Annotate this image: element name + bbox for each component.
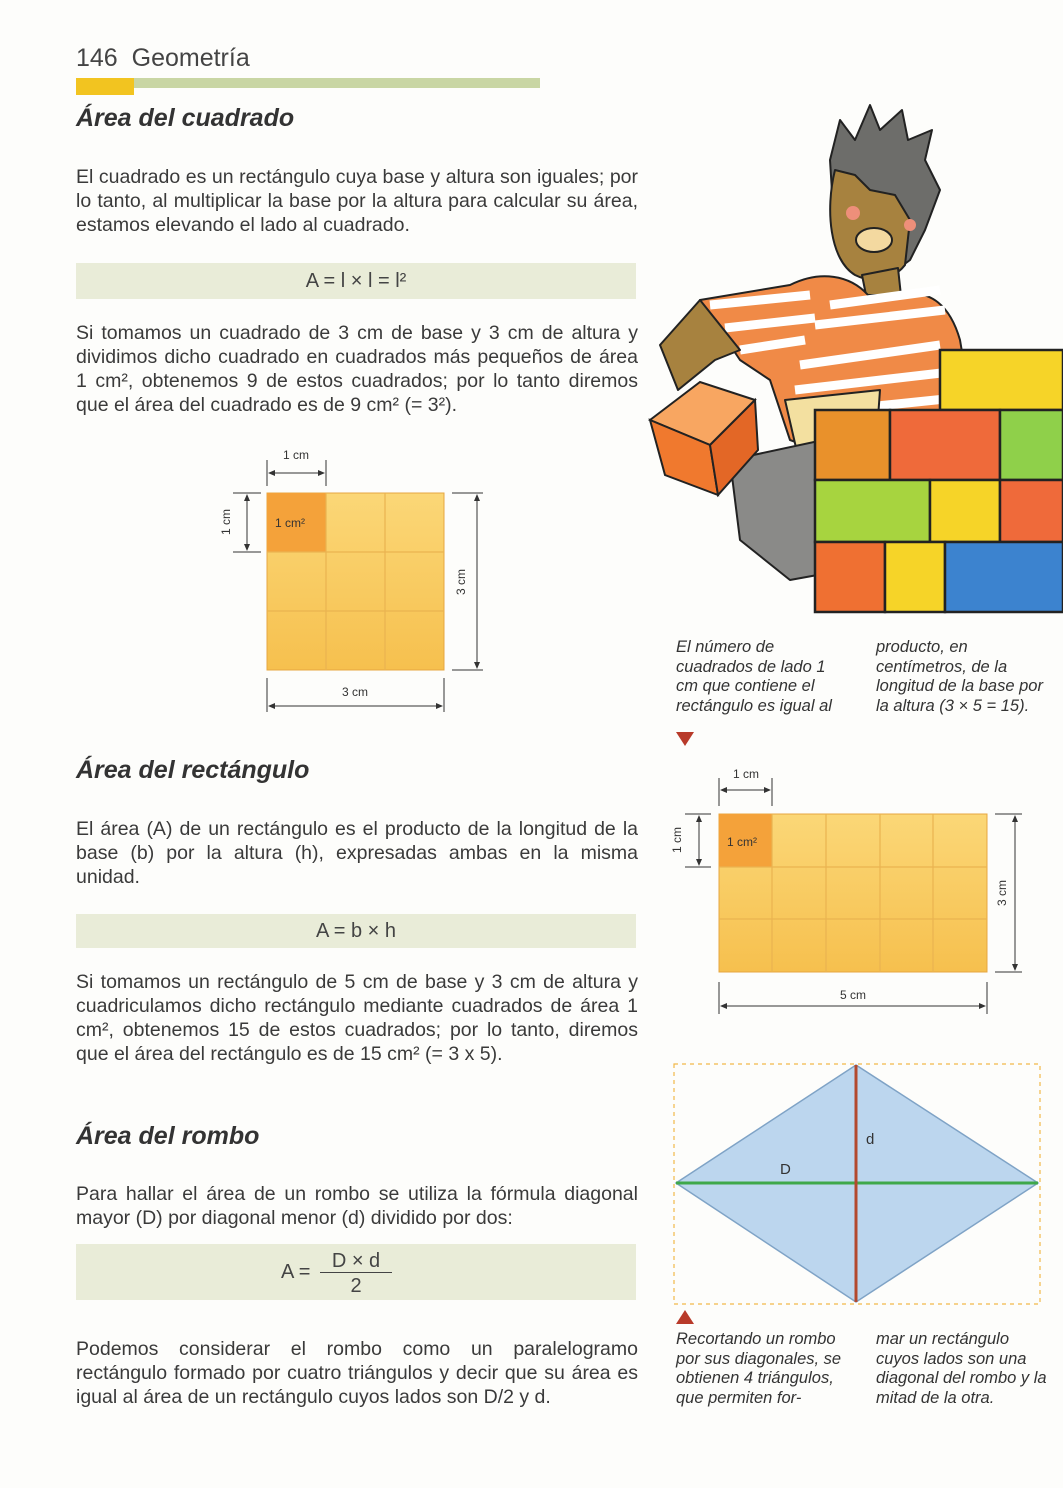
- square-formula: [76, 263, 636, 299]
- rectangle-formula: [76, 914, 636, 948]
- rect-unit-left-dimension: [685, 814, 711, 867]
- major-diagonal-label: D: [780, 1161, 791, 1178]
- unit-cell-label: 1 cm²: [275, 516, 305, 530]
- rectangle-example: Si tomamos un rectángulo de 5 cm de base y 3 cm de altura y cuadriculamos dicho rectángulo mediante cuadrados de área 1 cm², obtenemos 15 de estos cuadrados; por lo tanto, diremos que el área del rectángulo es de 15 cm² (= 3 x 5).: [76, 971, 638, 1065]
- rhombus-heading: Área del rombo: [76, 1122, 260, 1150]
- rectangle-diagram: [665, 760, 1045, 1020]
- rect-side-label: 3 cm: [995, 879, 1009, 907]
- rect-unit-top-label: 1 cm: [732, 767, 760, 781]
- unit-top-dimension: [267, 460, 326, 486]
- square-intro: El cuadrado es un rectángulo cuya base y altura son iguales; por lo tanto, al multiplicar la base por la altura para calcular su área, estamos elevando el lado al cuadrado.: [76, 166, 638, 236]
- page-header: [76, 44, 250, 73]
- header-rule: [134, 78, 540, 88]
- unit-left-dimension: [233, 493, 261, 552]
- rect-unit-left-label: 1 cm: [670, 826, 684, 854]
- rectangle-caption-right: producto, en centímetros, de la longitud de la base por la altura (3 × 5 = 15).: [876, 638, 1043, 715]
- square-diagram: [215, 440, 505, 730]
- rhombus-diagram: [672, 1062, 1044, 1308]
- square-formula-text: A = l × l = l²: [305, 270, 407, 292]
- base-label: 3 cm: [341, 685, 369, 699]
- rhombus-intro: Para hallar el área de un rombo se utiliza la fórmula diagonal mayor (D) por diagonal menor (d) dividido por dos:: [76, 1183, 638, 1229]
- rect-base-label: 5 cm: [839, 988, 867, 1002]
- page-number: 146: [76, 44, 118, 72]
- caption-pointer-down: [676, 732, 694, 746]
- unit-top-label: 1 cm: [282, 448, 310, 462]
- rect-unit-cell-label: 1 cm²: [727, 835, 757, 849]
- rhombus-formula-denominator: 2: [350, 1275, 362, 1297]
- unit-left-label: 1 cm: [219, 508, 233, 536]
- caption-pointer-up: [676, 1310, 694, 1324]
- header-accent: [76, 78, 134, 95]
- square-example: Si tomamos un cuadrado de 3 cm de base y 3 cm de altura y dividimos dicho cuadrado en cuadrados más pequeños de área 1 cm², obtenemos 9 de estos cuadrados; por lo tanto diremos que el área del cuadrado es de 9 cm² (= 3²).: [76, 322, 638, 416]
- rectangle-heading: Área del rectángulo: [76, 756, 310, 784]
- rhombus-caption-right: mar un rectángulo cuyos lados son una diagonal del rombo y la mitad de la otra.: [876, 1330, 1047, 1407]
- minor-diagonal-label: d: [866, 1131, 875, 1148]
- rectangle-formula-text: A = b × h: [315, 920, 397, 942]
- rhombus-formula-lhs: A =: [281, 1261, 311, 1283]
- side-label: 3 cm: [454, 568, 468, 596]
- rhombus-caption-left: Recortando un rombo por sus diagonales, se obtienen 4 triángulos, que permiten for-: [676, 1330, 842, 1407]
- section-title: Geometría: [131, 44, 250, 72]
- rhombus-example: Podemos considerar el rombo como un paralelogramo rectángulo formado por cuatro triángulos y decir que su área es igual al área de un rectángulo cuyos lados son D/2 y d.: [76, 1338, 638, 1408]
- rhombus-formula: [76, 1244, 636, 1300]
- rhombus-formula-numerator: D × d: [320, 1250, 392, 1273]
- rectangle-intro: El área (A) de un rectángulo es el producto de la longitud de la base (b) por la altura (h), expresadas ambas en la misma unidad.: [76, 818, 638, 888]
- rect-unit-top-dimension: [719, 778, 772, 806]
- rectangle-caption-left: El número de cuadrados de lado 1 cm que contiene el rectángulo es igual al: [676, 638, 832, 715]
- blocks-illustration: [640, 100, 1063, 630]
- square-heading: Área del cuadrado: [76, 104, 295, 132]
